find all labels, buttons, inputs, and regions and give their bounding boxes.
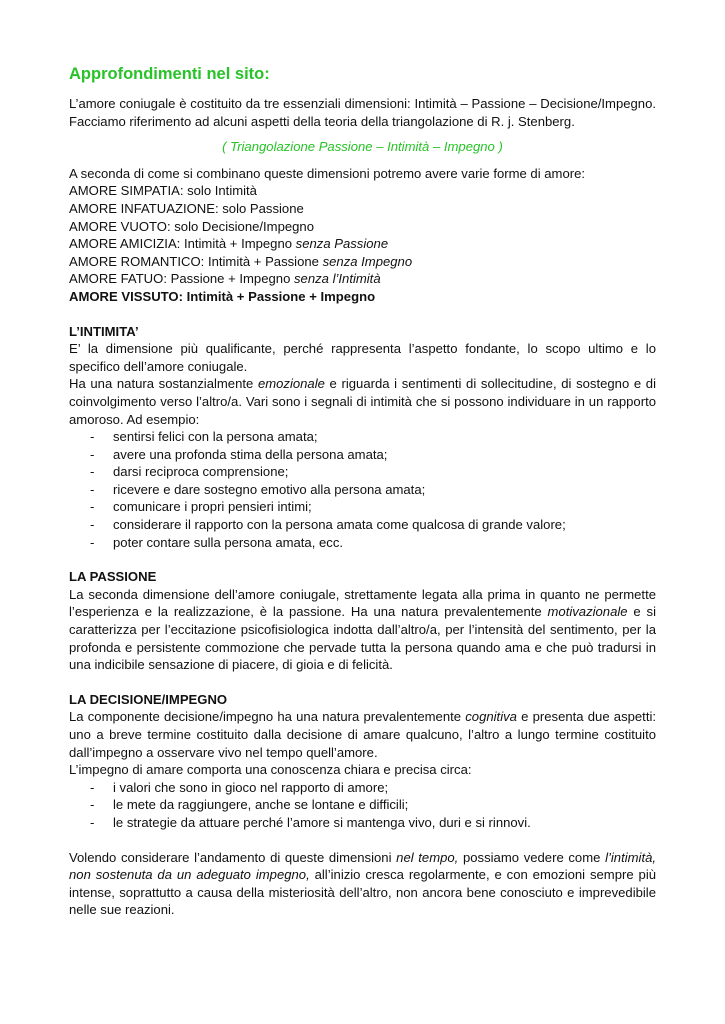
list-item: - le strategie da attuare perché l’amore si mantenga vivo, duri e si rinnovi. xyxy=(69,814,656,832)
list-item: - considerare il rapporto con la persona amata come qualcosa di grande valore; xyxy=(69,516,656,534)
closing-paragraph: Volendo considerare l’andamento di queste dimensioni nel tempo, possiamo vedere come l’intimità, non sostenuta da un adeguato impegno, all’inizio cresca regolarmente, e con emozioni sempre più intense, soprattutto a causa della misteriosità dell’altro, non ancora bene conosciuto e imprevedibile nelle sue reazioni. xyxy=(69,849,657,918)
list-item: - sentirsi felici con la persona amata; xyxy=(69,428,656,446)
list-item: - darsi reciproca comprensione; xyxy=(69,463,656,481)
intimita-paragraph-1: E’ la dimensione più qualificante, perché rappresenta l’aspetto fondante, lo scopo ultimo e lo specifico dell’amore coniugale. xyxy=(69,341,656,374)
list-item: - le mete da raggiungere, anche se lontane e difficili; xyxy=(69,796,656,814)
form-amicizia: AMORE AMICIZIA: Intimità + Impegno senza Passione xyxy=(69,236,389,252)
page-title: Approfondimenti nel sito: xyxy=(69,65,270,83)
decisione-list xyxy=(69,779,656,832)
passione-paragraph: La seconda dimensione dell’amore coniugale, strettamente legata alla prima in quanto ne permette l’esperienza e la realizzazione, è la passione. Ha una natura prevalentemente motivazionale e si caratterizza per l’eccitazione psicofisiologica indotta dall’altro/a, per l’intensità del sentimento, per la profonda e persistente commozione che pervade tutta la persona quando ama e che può tradursi in una indicibile sensazione di piacere, di gioia e di felicità. xyxy=(69,586,656,673)
form-vissuto: AMORE VISSUTO: Intimità + Passione + Impegno xyxy=(69,288,376,304)
list-item: - avere una profonda stima della persona amata; xyxy=(69,446,656,464)
decisione-paragraph: La componente decisione/impegno ha una natura prevalentemente cognitiva e presenta due aspetti: uno a breve termine costituito dalla decisione di amare qualcuno, l’altro a lungo termine costituito dall’impegno a osservare vivo nel tempo quell’amore. xyxy=(69,709,657,760)
intimita-paragraph-2: Ha una natura sostanzialmente emozionale e riguarda i sentimenti di sollecitudine, di sostegno e di coinvolgimento verso l’altro/a. Vari sono i segnali di intimità che si possono individuare in un rapporto amoroso. Ad esempio: xyxy=(69,376,657,427)
list-item: - poter contare sulla persona amata, ecc. xyxy=(69,534,656,552)
decisione-heading: LA DECISIONE/IMPEGNO xyxy=(69,691,228,707)
form-fatuo: AMORE FATUO: Passione + Impegno senza l’Intimità xyxy=(69,271,381,287)
forms-lead: A seconda di come si combinano queste dimensioni potremo avere varie forme di amore: xyxy=(69,165,586,181)
love-forms-list xyxy=(69,165,656,306)
form-romantico: AMORE ROMANTICO: Intimità + Passione senza Impegno xyxy=(69,253,413,269)
triangolazione-subtitle: ( Triangolazione Passione – Intimità – Impegno ) xyxy=(222,139,503,155)
intimita-signs-list xyxy=(69,428,656,551)
decisione-paragraph-2: L’impegno di amare comporta una conoscenza chiara e precisa circa: xyxy=(69,762,472,778)
form-simpatia: AMORE SIMPATIA: solo Intimità xyxy=(69,183,257,199)
list-item: - i valori che sono in gioco nel rapporto di amore; xyxy=(69,779,656,797)
form-vuoto: AMORE VUOTO: solo Decisione/Impegno xyxy=(69,218,314,234)
list-item: - comunicare i propri pensieri intimi; xyxy=(69,498,656,516)
form-infatuazione: AMORE INFATUAZIONE: solo Passione xyxy=(69,200,304,216)
passione-heading: LA PASSIONE xyxy=(69,569,157,585)
intimita-heading: L’INTIMITA’ xyxy=(69,323,139,339)
list-item: - ricevere e dare sostegno emotivo alla persona amata; xyxy=(69,481,656,499)
intro-paragraph: L’amore coniugale è costituito da tre essenziali dimensioni: Intimità – Passione – Decisione/Impegno. Facciamo riferimento ad alcuni aspetti della teoria della triangolazione di R. j. Stenberg. xyxy=(69,96,656,129)
